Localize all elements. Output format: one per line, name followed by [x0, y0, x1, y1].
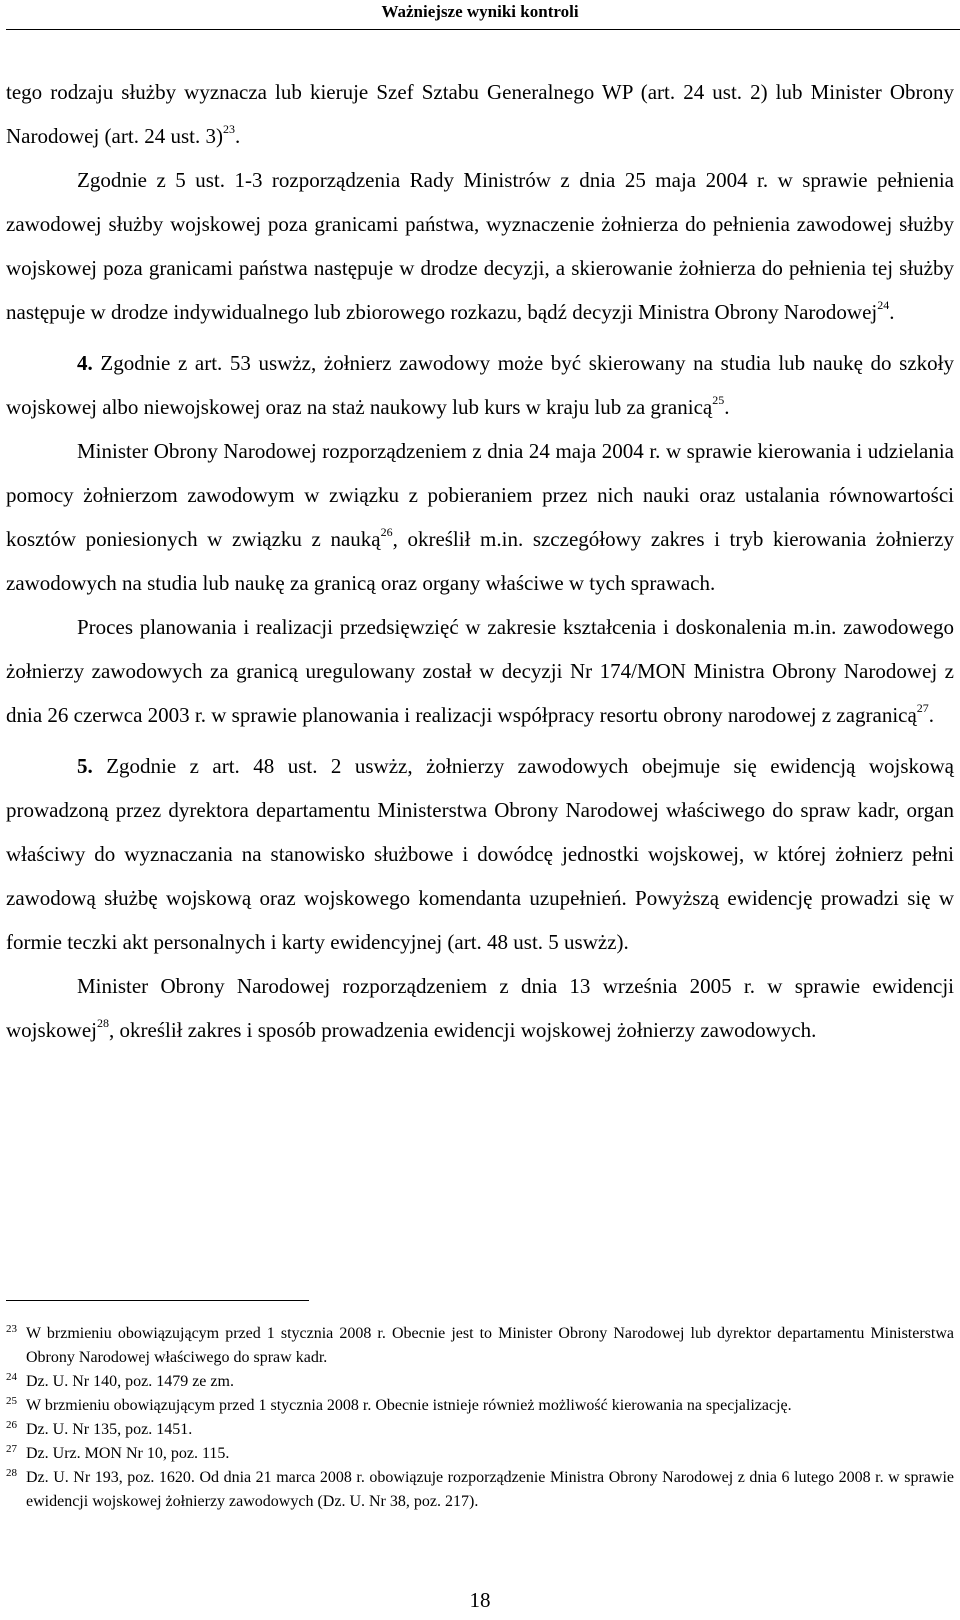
paragraph-military-records — [6, 964, 954, 1052]
footnote-separator — [6, 1300, 309, 1301]
header-rule — [6, 29, 960, 30]
footnote-28 — [6, 1466, 954, 1514]
page-number: 18 — [469, 1588, 491, 1612]
paragraph-regulation-education — [6, 429, 954, 605]
footnote-25 — [6, 1394, 954, 1418]
footnote-24 — [6, 1370, 954, 1394]
footnote-ref-28[interactable]: 28 — [97, 1016, 109, 1030]
footnotes — [6, 1322, 954, 1514]
paragraph-text: tego rodzaju służby wyznacza lub kieruje Szef Sztabu Generalnego WP (art. 24 ust. 2) lub Minister Obrony Narodowej (art. 24 ust. 3) — [6, 80, 954, 148]
point-number: 4. — [77, 351, 93, 375]
paragraph-text: Minister Obrony Narodowej rozporządzeniem z dnia 24 maja 2004 r. w sprawie kierowania i udzielania pomocy żołnierzom zawodowym w związku z pobieraniem przez nich nauki oraz ustalania równowartości kosztów poniesionych w związku z nauką — [6, 439, 954, 551]
running-header: Ważniejsze wyniki kontroli — [381, 2, 579, 21]
paragraph-text: Minister Obrony Narodowej rozporządzeniem z dnia 13 września 2005 r. w sprawie ewidencji wojskowej — [6, 974, 954, 1042]
point-number: 5. — [77, 754, 93, 778]
footnote-ref-27[interactable]: 27 — [916, 701, 929, 715]
footnote-mark: 25 — [6, 1395, 17, 1407]
footnote-26 — [6, 1418, 954, 1442]
footnote-mark: 28 — [6, 1467, 17, 1479]
footnote-text: Dz. Urz. MON Nr 10, poz. 115. — [26, 1445, 230, 1462]
paragraph-text-tail: . — [889, 300, 895, 324]
footnote-ref-25[interactable]: 25 — [712, 393, 725, 407]
footnote-mark: 26 — [6, 1419, 17, 1431]
footnote-text: Dz. U. Nr 193, poz. 1620. Od dnia 21 marca 2008 r. obowiązuje rozporządzenie Ministra Obrony Narodowej z dnia 6 lutego 2008 r. w sprawie ewidencji wojskowej żołnierzy zawodowych (Dz. U. Nr 38, poz. 217). — [26, 1469, 954, 1510]
paragraph-planning-process — [6, 605, 954, 737]
paragraph-text-tail: , określił zakres i sposób prowadzenia ewidencji wojskowej żołnierzy zawodowych. — [109, 1018, 817, 1042]
footnote-text: W brzmieniu obowiązującym przed 1 stycznia 2008 r. Obecnie istnieje również możliwość kierowania na specjalizację. — [26, 1397, 792, 1414]
body-text — [6, 70, 954, 1052]
paragraph-text-tail: . — [928, 703, 935, 727]
paragraph-text-tail: , określił m.in. szczegółowy zakres i tryb kierowania żołnierzy zawodowych na studia lub naukę za granicą oraz organy właściwe w tych sprawach. — [6, 527, 954, 595]
paragraph-continuation — [6, 70, 954, 158]
footnote-mark: 23 — [6, 1323, 17, 1335]
footnote-text: W brzmieniu obowiązującym przed 1 stycznia 2008 r. Obecnie jest to Minister Obrony Narodowej lub dyrektor departamentu Ministerstwa Obrony Narodowej właściwego do spraw kadr. — [26, 1325, 954, 1366]
paragraph-text-tail: . — [724, 395, 730, 419]
footnote-ref-24[interactable]: 24 — [877, 298, 890, 312]
paragraph-text-tail: . — [234, 124, 241, 148]
paragraph-text: Zgodnie z art. 53 uswżz, żołnierz zawodowy może być skierowany na studia lub naukę do szkoły wojskowej albo niewojskowej oraz na staż naukowy lub kurs w kraju lub za granicą — [6, 351, 954, 419]
paragraph-point-5 — [6, 744, 954, 964]
footnote-mark: 24 — [6, 1371, 17, 1383]
paragraph-text: Zgodnie z art. 48 ust. 2 uswżz, żołnierzy zawodowych obejmuje się ewidencją wojskową prowadzoną przez dyrektora departamentu Ministerstwa Obrony Narodowej właściwego do spraw kadr, organ właściwy do wyznaczania na stanowisko służbowe i dowódcę jednostki wojskowej, w której żołnierz pełni zawodową służbę wojskową oraz wojskowego komendanta uzupełnień. Powyższą ewidencję prowadzi się w formie teczki akt personalnych i karty ewidencyjnej (art. 48 ust. 5 uswżz). — [6, 754, 954, 954]
paragraph-text: Zgodnie z 5 ust. 1-3 rozporządzenia Rady Ministrów z dnia 25 maja 2004 r. w sprawie pełnienia zawodowej służby wojskowej poza granicami państwa, wyznaczenie żołnierza do pełnienia zawodowej służby wojskowej poza granicami państwa następuje w drodze decyzji, a skierowanie żołnierza do pełnienia tej służby następuje w drodze indywidualnego lub zbiorowego rozkazu, bądź decyzji Ministra Obrony Narodowej — [6, 168, 954, 324]
footnote-ref-26[interactable]: 26 — [380, 525, 393, 539]
footnote-text: Dz. U. Nr 140, poz. 1479 ze zm. — [26, 1373, 234, 1390]
paragraph-text: Proces planowania i realizacji przedsięwzięć w zakresie kształcenia i doskonalenia m.in. zawodowego żołnierzy zawodowych za granicą uregulowany został w decyzji Nr 174/MON Ministra Obrony Narodowej z dnia 26 czerwca 2003 r. w sprawie planowania i realizacji współpracy resortu obrony narodowej z zagranicą — [6, 615, 954, 727]
footnote-mark: 27 — [6, 1443, 17, 1455]
footnote-23 — [6, 1322, 954, 1370]
footnote-ref-23[interactable]: 23 — [222, 122, 235, 136]
footnote-text: Dz. U. Nr 135, poz. 1451. — [26, 1421, 193, 1438]
footnote-27 — [6, 1442, 954, 1466]
paragraph-regulation-2004 — [6, 158, 954, 334]
paragraph-point-4 — [6, 341, 954, 429]
